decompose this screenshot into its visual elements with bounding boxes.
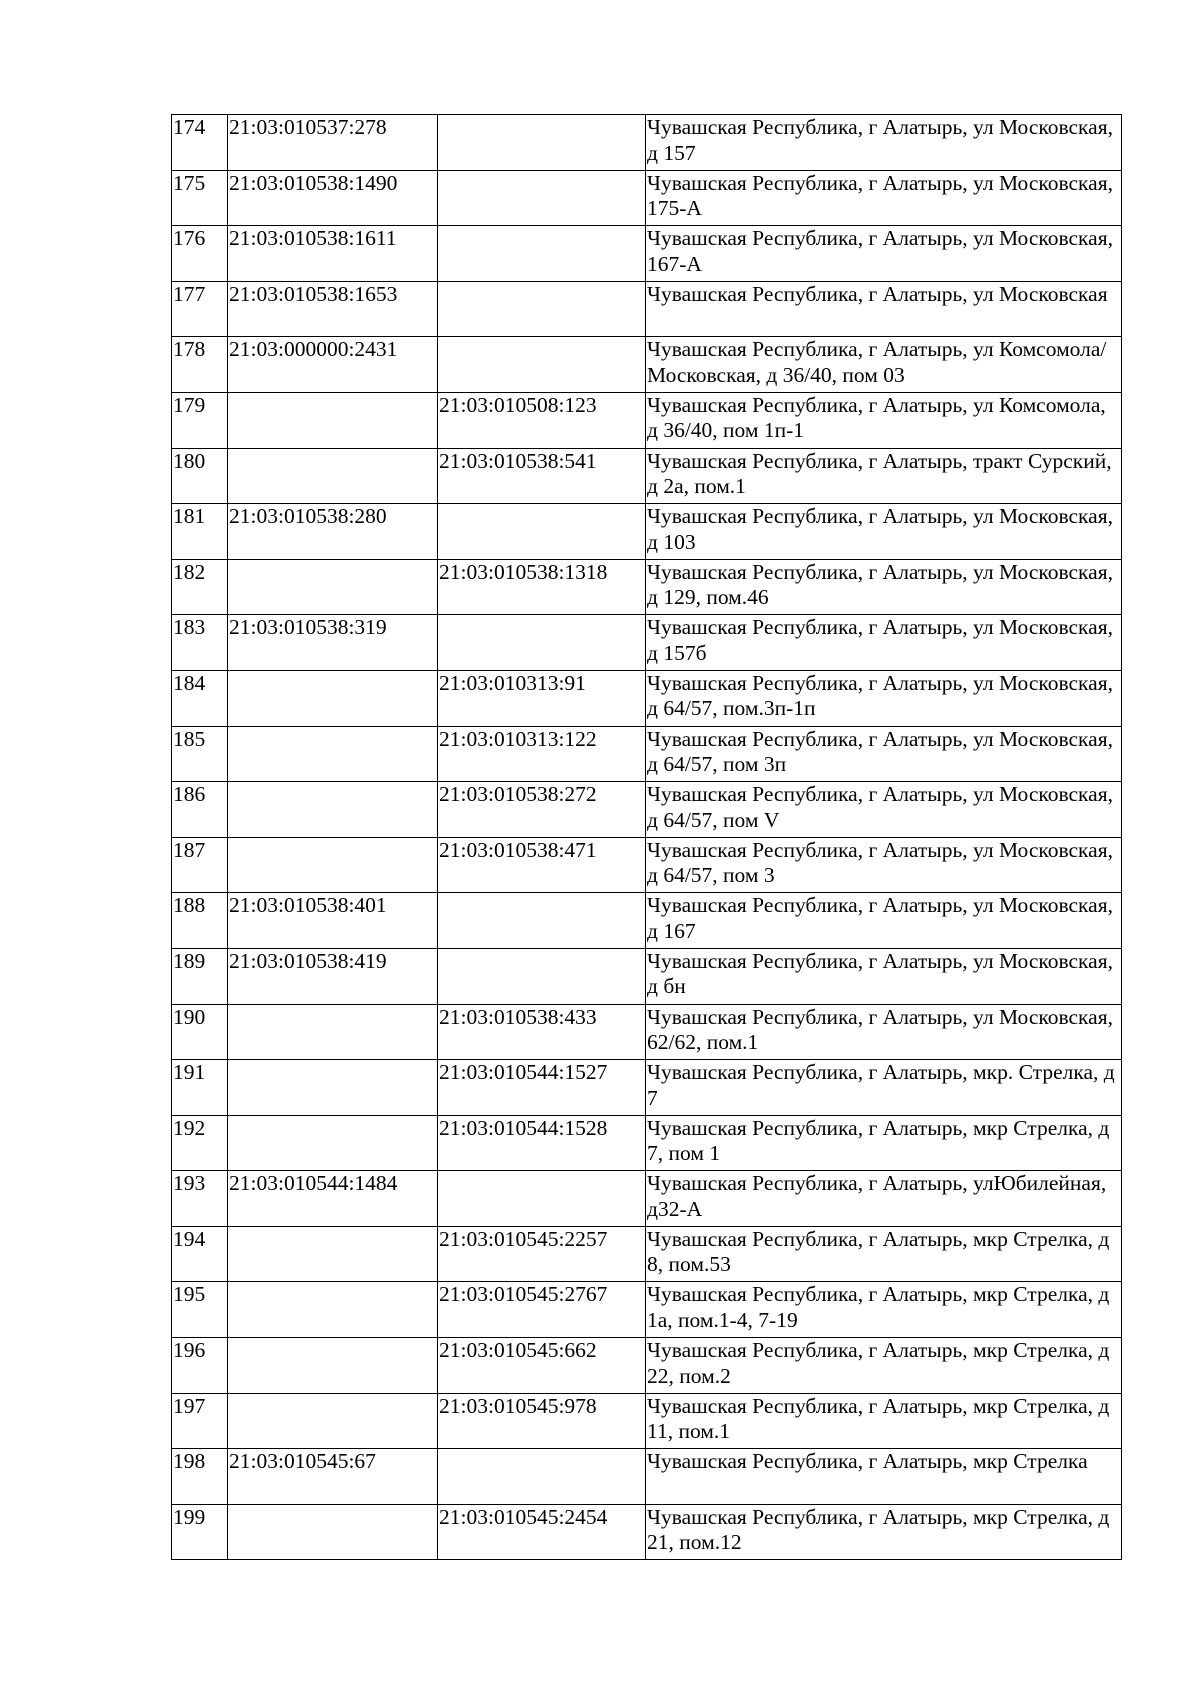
address-cell: Чувашская Республика, г Алатырь, ул Московская [646, 281, 1122, 337]
building-cadastral-number-cell: 21:03:010544:1527 [438, 1060, 646, 1116]
row-number-cell: 184 [172, 670, 228, 726]
table-row [172, 115, 1122, 171]
table-row [172, 1393, 1122, 1449]
address-cell: Чувашская Республика, г Алатырь, ул Московская, д 103 [646, 504, 1122, 560]
address-cell: Чувашская Республика, г Алатырь, ул Московская, д 129, пом.46 [646, 559, 1122, 615]
address-cell: Чувашская Республика, г Алатырь, ул Московская, д 64/57, пом 3п [646, 726, 1122, 782]
row-number-cell: 189 [172, 948, 228, 1004]
land-cadastral-number-cell [228, 1115, 438, 1171]
land-cadastral-number-cell [228, 1004, 438, 1060]
address-cell: Чувашская Республика, г Алатырь, ул Комсомола, д 36/40, пом 1п-1 [646, 392, 1122, 448]
address-cell: Чувашская Республика, г Алатырь, ул Московская, д 157б [646, 615, 1122, 671]
building-cadastral-number-cell: 21:03:010508:123 [438, 392, 646, 448]
building-cadastral-number-cell: 21:03:010538:541 [438, 448, 646, 504]
address-cell: Чувашская Республика, г Алатырь, ул Московская, 62/62, пом.1 [646, 1004, 1122, 1060]
row-number-cell: 185 [172, 726, 228, 782]
land-cadastral-number-cell: 21:03:010538:319 [228, 615, 438, 671]
land-cadastral-number-cell [228, 1338, 438, 1394]
land-cadastral-number-cell [228, 837, 438, 893]
address-cell: Чувашская Республика, г Алатырь, ул Московская, д 64/57, пом.3п-1п [646, 670, 1122, 726]
building-cadastral-number-cell: 21:03:010545:2257 [438, 1226, 646, 1282]
row-number-cell: 198 [172, 1449, 228, 1505]
table-row [172, 1004, 1122, 1060]
table-row [172, 670, 1122, 726]
land-cadastral-number-cell [228, 1393, 438, 1449]
row-number-cell: 176 [172, 226, 228, 282]
address-cell: Чувашская Республика, г Алатырь, мкр Стрелка [646, 1449, 1122, 1505]
address-cell: Чувашская Республика, г Алатырь, мкр Стрелка, д 22, пом.2 [646, 1338, 1122, 1394]
row-number-cell: 187 [172, 837, 228, 893]
row-number-cell: 182 [172, 559, 228, 615]
building-cadastral-number-cell [438, 226, 646, 282]
address-cell: Чувашская Республика, г Алатырь, ул Комсомола/Московская, д 36/40, пом 03 [646, 337, 1122, 393]
address-cell: Чувашская Республика, г Алатырь, мкр Стрелка, д 1а, пом.1-4, 7-19 [646, 1282, 1122, 1338]
table-row [172, 1504, 1122, 1560]
table-row [172, 1338, 1122, 1394]
row-number-cell: 177 [172, 281, 228, 337]
row-number-cell: 188 [172, 893, 228, 949]
land-cadastral-number-cell: 21:03:010545:67 [228, 1449, 438, 1505]
row-number-cell: 179 [172, 392, 228, 448]
address-cell: Чувашская Республика, г Алатырь, мкр Стрелка, д 8, пом.53 [646, 1226, 1122, 1282]
table-row [172, 782, 1122, 838]
table-row [172, 1115, 1122, 1171]
address-cell: Чувашская Республика, г Алатырь, ул Московская, 175-А [646, 170, 1122, 226]
building-cadastral-number-cell [438, 615, 646, 671]
table-row [172, 448, 1122, 504]
row-number-cell: 191 [172, 1060, 228, 1116]
building-cadastral-number-cell: 21:03:010313:122 [438, 726, 646, 782]
land-cadastral-number-cell [228, 1504, 438, 1560]
table-row [172, 559, 1122, 615]
table-row [172, 948, 1122, 1004]
address-cell: Чувашская Республика, г Алатырь, мкр. Стрелка, д 7 [646, 1060, 1122, 1116]
address-cell: Чувашская Республика, г Алатырь, ул Московская, д 64/57, пом V [646, 782, 1122, 838]
building-cadastral-number-cell [438, 115, 646, 171]
land-cadastral-number-cell [228, 1060, 438, 1116]
building-cadastral-number-cell [438, 948, 646, 1004]
land-cadastral-number-cell: 21:03:010538:1490 [228, 170, 438, 226]
land-cadastral-number-cell: 21:03:010537:278 [228, 115, 438, 171]
building-cadastral-number-cell: 21:03:010544:1528 [438, 1115, 646, 1171]
row-number-cell: 195 [172, 1282, 228, 1338]
row-number-cell: 178 [172, 337, 228, 393]
address-cell: Чувашская Республика, г Алатырь, ул Московская, д бн [646, 948, 1122, 1004]
row-number-cell: 196 [172, 1338, 228, 1394]
land-cadastral-number-cell [228, 448, 438, 504]
table-row [172, 1449, 1122, 1505]
building-cadastral-number-cell [438, 281, 646, 337]
table-row [172, 1171, 1122, 1227]
building-cadastral-number-cell: 21:03:010313:91 [438, 670, 646, 726]
land-cadastral-number-cell [228, 782, 438, 838]
row-number-cell: 190 [172, 1004, 228, 1060]
address-cell: Чувашская Республика, г Алатырь, тракт Сурский, д 2а, пом.1 [646, 448, 1122, 504]
table-row [172, 226, 1122, 282]
row-number-cell: 180 [172, 448, 228, 504]
property-registry-table [171, 114, 1122, 1560]
table-row [172, 726, 1122, 782]
address-cell: Чувашская Республика, г Алатырь, мкр Стрелка, д 7, пом 1 [646, 1115, 1122, 1171]
row-number-cell: 174 [172, 115, 228, 171]
table-row [172, 281, 1122, 337]
row-number-cell: 194 [172, 1226, 228, 1282]
registry-table-body [172, 115, 1122, 1560]
table-row [172, 837, 1122, 893]
building-cadastral-number-cell: 21:03:010545:978 [438, 1393, 646, 1449]
row-number-cell: 193 [172, 1171, 228, 1227]
building-cadastral-number-cell: 21:03:010538:272 [438, 782, 646, 838]
address-cell: Чувашская Республика, г Алатырь, мкр Стрелка, д 21, пом.12 [646, 1504, 1122, 1560]
row-number-cell: 186 [172, 782, 228, 838]
address-cell: Чувашская Республика, г Алатырь, ул Московская, д 167 [646, 893, 1122, 949]
land-cadastral-number-cell: 21:03:010538:401 [228, 893, 438, 949]
land-cadastral-number-cell: 21:03:010544:1484 [228, 1171, 438, 1227]
land-cadastral-number-cell: 21:03:000000:2431 [228, 337, 438, 393]
address-cell: Чувашская Республика, г Алатырь, ул Московская, д 64/57, пом 3 [646, 837, 1122, 893]
table-row [172, 893, 1122, 949]
row-number-cell: 199 [172, 1504, 228, 1560]
table-row [172, 1060, 1122, 1116]
building-cadastral-number-cell [438, 504, 646, 560]
address-cell: Чувашская Республика, г Алатырь, улЮбилейная, д32-А [646, 1171, 1122, 1227]
table-row [172, 615, 1122, 671]
row-number-cell: 175 [172, 170, 228, 226]
building-cadastral-number-cell: 21:03:010545:2767 [438, 1282, 646, 1338]
land-cadastral-number-cell [228, 670, 438, 726]
address-cell: Чувашская Республика, г Алатырь, ул Московская, 167-А [646, 226, 1122, 282]
row-number-cell: 181 [172, 504, 228, 560]
table-row [172, 392, 1122, 448]
land-cadastral-number-cell [228, 726, 438, 782]
table-row [172, 504, 1122, 560]
building-cadastral-number-cell: 21:03:010538:471 [438, 837, 646, 893]
building-cadastral-number-cell [438, 893, 646, 949]
building-cadastral-number-cell [438, 170, 646, 226]
building-cadastral-number-cell [438, 1171, 646, 1227]
land-cadastral-number-cell [228, 1282, 438, 1338]
building-cadastral-number-cell [438, 1449, 646, 1505]
land-cadastral-number-cell: 21:03:010538:1653 [228, 281, 438, 337]
building-cadastral-number-cell: 21:03:010545:662 [438, 1338, 646, 1394]
land-cadastral-number-cell: 21:03:010538:419 [228, 948, 438, 1004]
land-cadastral-number-cell [228, 1226, 438, 1282]
table-row [172, 1226, 1122, 1282]
address-cell: Чувашская Республика, г Алатырь, ул Московская, д 157 [646, 115, 1122, 171]
building-cadastral-number-cell [438, 337, 646, 393]
land-cadastral-number-cell [228, 392, 438, 448]
table-row [172, 170, 1122, 226]
land-cadastral-number-cell: 21:03:010538:1611 [228, 226, 438, 282]
land-cadastral-number-cell: 21:03:010538:280 [228, 504, 438, 560]
building-cadastral-number-cell: 21:03:010538:433 [438, 1004, 646, 1060]
address-cell: Чувашская Республика, г Алатырь, мкр Стрелка, д 11, пом.1 [646, 1393, 1122, 1449]
row-number-cell: 192 [172, 1115, 228, 1171]
row-number-cell: 183 [172, 615, 228, 671]
building-cadastral-number-cell: 21:03:010545:2454 [438, 1504, 646, 1560]
building-cadastral-number-cell: 21:03:010538:1318 [438, 559, 646, 615]
table-row [172, 1282, 1122, 1338]
land-cadastral-number-cell [228, 559, 438, 615]
table-row [172, 337, 1122, 393]
row-number-cell: 197 [172, 1393, 228, 1449]
